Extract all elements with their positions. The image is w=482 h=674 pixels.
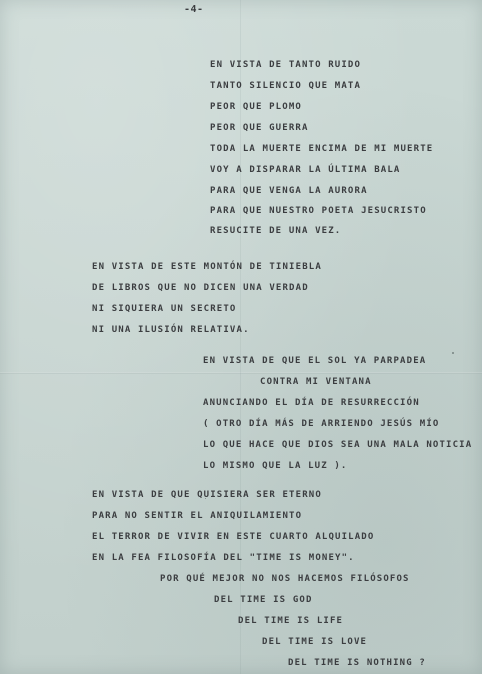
poem-line: TODA LA MUERTE ENCIMA DE MI MUERTE (210, 144, 434, 154)
poem-line: LO QUE HACE QUE DIOS SEA UNA MALA NOTICIA (203, 440, 473, 450)
poem-line: VOY A DISPARAR LA ÚLTIMA BALA (210, 165, 401, 175)
poem-line: TANTO SILENCIO QUE MATA (210, 81, 362, 91)
poem-line: EN VISTA DE QUE QUISIERA SER ETERNO (92, 490, 322, 500)
poem-line: DEL TIME IS LIFE (238, 616, 344, 626)
poem-line: ( OTRO DÍA MÁS DE ARRIENDO JESÚS MÍO (203, 419, 440, 429)
poem-line: POR QUÉ MEJOR NO NOS HACEMOS FILÓSOFOS (160, 574, 410, 584)
poem-line: PARA QUE VENGA LA AURORA (210, 186, 368, 196)
poem-line: PARA QUE NUESTRO POETA JESUCRISTO (210, 206, 427, 216)
poem-line: EN VISTA DE QUE EL SOL YA PARPADEA (203, 356, 427, 366)
poem-line: CONTRA MI VENTANA (260, 377, 372, 387)
poem-line: DEL TIME IS LOVE (262, 637, 368, 647)
poem-line: ANUNCIANDO EL DÍA DE RESURRECCIÓN (203, 398, 420, 408)
poem-line: NI UNA ILUSIÓN RELATIVA. (92, 325, 250, 335)
poem-line: NI SIQUIERA UN SECRETO (92, 304, 237, 314)
poem-line: EL TERROR DE VIVIR EN ESTE CUARTO ALQUILADO (92, 532, 375, 542)
poem-line: PEOR QUE PLOMO (210, 102, 302, 112)
poem-line: PEOR QUE GUERRA (210, 123, 309, 133)
poem-line: RESUCITE DE UNA VEZ. (210, 226, 342, 236)
poem-line: DE LIBROS QUE NO DICEN UNA VERDAD (92, 283, 309, 293)
poem-line: PARA NO SENTIR EL ANIQUILAMIENTO (92, 511, 303, 521)
poem-line: DEL TIME IS GOD (214, 595, 313, 605)
page-number: -4- (184, 4, 204, 15)
poem-line: EN VISTA DE ESTE MONTÓN DE TINIEBLA (92, 262, 322, 272)
poem-line: EN LA FEA FILOSOFÍA DEL "TIME IS MONEY". (92, 553, 355, 563)
poem-line: LO MISMO QUE LA LUZ ). (203, 461, 348, 471)
poem-line: DEL TIME IS NOTHING ? (288, 658, 426, 668)
paper-speck (452, 352, 454, 354)
poem-line: EN VISTA DE TANTO RUIDO (210, 60, 362, 70)
paper-fold-horizontal (0, 372, 482, 374)
